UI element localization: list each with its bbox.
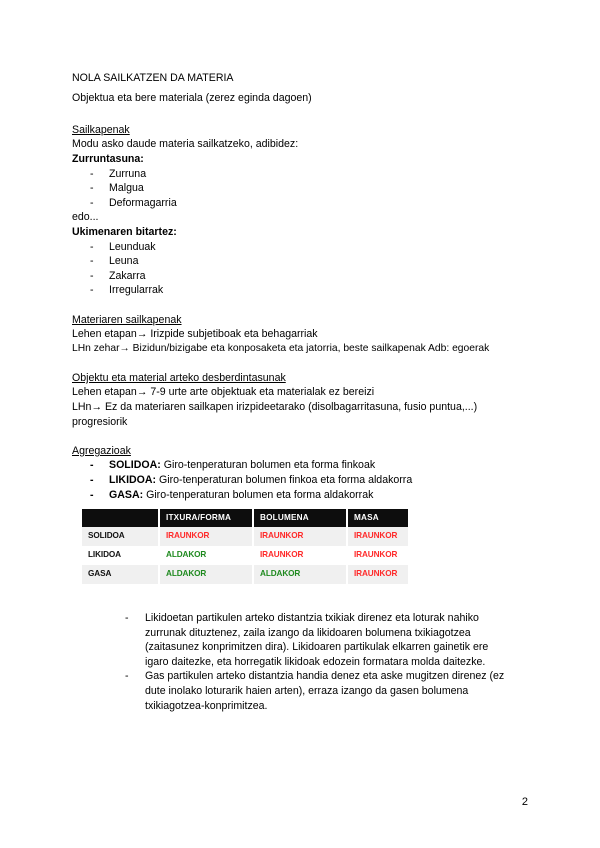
ukimena-list: [72, 240, 542, 298]
note-line: (zaitasunez konprimitzen dira). Likidoaren partikulak elkarren gainetik ere: [145, 641, 489, 654]
notes-section: [125, 611, 525, 713]
table-row: [82, 527, 409, 546]
list-item: - Leunduak: [90, 240, 156, 253]
table-cell: IRAUNKOR: [347, 565, 409, 584]
desberdintasunak-line: LHn→ Ez da materiaren sailkapen irizpideetarako (disolbagarritasuna, fusio puntua,...): [72, 401, 478, 414]
table-header-cell: MASA: [347, 509, 409, 527]
materia-sailkapenak-line: Lehen etapan→ Irizpide subjetiboak eta behagarriak: [72, 328, 318, 341]
table-row: [82, 565, 409, 584]
list-item: - Irregularrak: [90, 284, 164, 297]
list-item: - GASA: Giro-tenperaturan bolumen eta forma aldakorrak: [90, 488, 374, 501]
or-text: edo...: [72, 211, 99, 224]
table-cell: IRAUNKOR: [253, 546, 347, 565]
table-header-cell: BOLUMENA: [253, 509, 347, 527]
table-header-row: [82, 509, 409, 527]
table-cell: IRAUNKOR: [253, 527, 347, 546]
zurruntasuna-list: [72, 167, 542, 211]
table-cell: ALDAKOR: [159, 546, 253, 565]
list-item: - Deformagarria: [90, 196, 177, 209]
table-cell: ALDAKOR: [159, 565, 253, 584]
agregazioak-heading: Agregazioak: [72, 444, 131, 457]
table-header-cell: ITXURA/FORMA: [159, 509, 253, 527]
table-cell: GASA: [82, 565, 159, 584]
note-line: txikiagotzea-konprimitzea.: [145, 699, 268, 712]
desberdintasunak-heading: Objektu eta material arteko desberdintasunak: [72, 371, 286, 384]
page-title: NOLA SAILKATZEN DA MATERIA: [72, 72, 234, 84]
note-line: zurrunak dituztenez, zaila izango da likidoaren bolumena txikiagotzea: [145, 626, 471, 639]
ukimena-label: Ukimenaren bitartez:: [72, 225, 177, 238]
zurruntasuna-label: Zurruntasuna:: [72, 152, 144, 165]
note-item: - Likidoetan partikulen arteko distantzia txikiak direnez eta loturak nahiko zurrunak dituztenez, zaila izango da likidoaren bolumena txikiagotzea (zaitasunez konprimitzen dira). Likidoaren partikulak elkarren gainetik ere igaro daitezke, eta horregatik likidoak edozein formatara molda daitezke.: [125, 611, 525, 669]
table-cell: SOLIDOA: [82, 527, 159, 546]
table-header-cell: [82, 509, 159, 527]
table-cell: LIKIDOA: [82, 546, 159, 565]
list-item: - Leuna: [90, 255, 139, 268]
list-item: - LIKIDOA: Giro-tenperaturan bolumen finkoa eta forma aldakorra: [90, 474, 413, 487]
states-table: [82, 509, 410, 584]
list-item: - Zakarra: [90, 269, 146, 282]
list-item: - Malgua: [90, 182, 144, 195]
note-line: Gas partikulen arteko distantzia handia denez eta aske mugitzen direnez (ez: [145, 670, 505, 683]
table-cell: IRAUNKOR: [347, 546, 409, 565]
table-cell: IRAUNKOR: [347, 527, 409, 546]
desberdintasunak-line: Lehen etapan→ 7-9 urte arte objektuak eta materialak ez bereizi: [72, 386, 375, 399]
materia-sailkapenak-line: LHn zehar→ Bizidun/bizigabe eta konposaketa eta jatorria, beste sailkapenak Adb: egoerak: [72, 342, 490, 354]
materia-sailkapenak-heading: Materiaren sailkapenak: [72, 313, 182, 326]
sailkapenak-intro: Modu asko daude materia sailkatzeko, adibidez:: [72, 138, 299, 151]
page-number: 2: [521, 796, 528, 808]
table-row: [82, 546, 409, 565]
document-page: [72, 71, 542, 584]
table-cell: IRAUNKOR: [159, 527, 253, 546]
note-line: dute inolako loturarik haien arten), erraza izango da gasen bolumena: [145, 684, 469, 697]
note-line: Likidoetan partikulen arteko distantzia txikiak direnez eta loturak nahiko: [145, 612, 479, 624]
page-subtitle: Objektua eta bere materiala (zerez eginda dagoen): [72, 91, 312, 104]
desberdintasunak-line: progresiorik: [72, 415, 128, 428]
note-line: igaro daitezke, eta horregatik likidoak edozein formatara molda daitezke.: [145, 655, 486, 668]
list-item: - Zurruna: [90, 167, 147, 180]
list-item: - SOLIDOA: Giro-tenperaturan bolumen eta forma finkoak: [90, 459, 376, 472]
table-cell: ALDAKOR: [253, 565, 347, 584]
sailkapenak-heading: Sailkapenak: [72, 123, 130, 136]
note-item: - Gas partikulen arteko distantzia handia denez eta aske mugitzen direnez (ez dute inolako loturarik haien arten), erraza izango da gasen bolumena txikiagotzea-konprimitzea.: [125, 669, 525, 713]
agregazioak-list: [72, 458, 542, 502]
